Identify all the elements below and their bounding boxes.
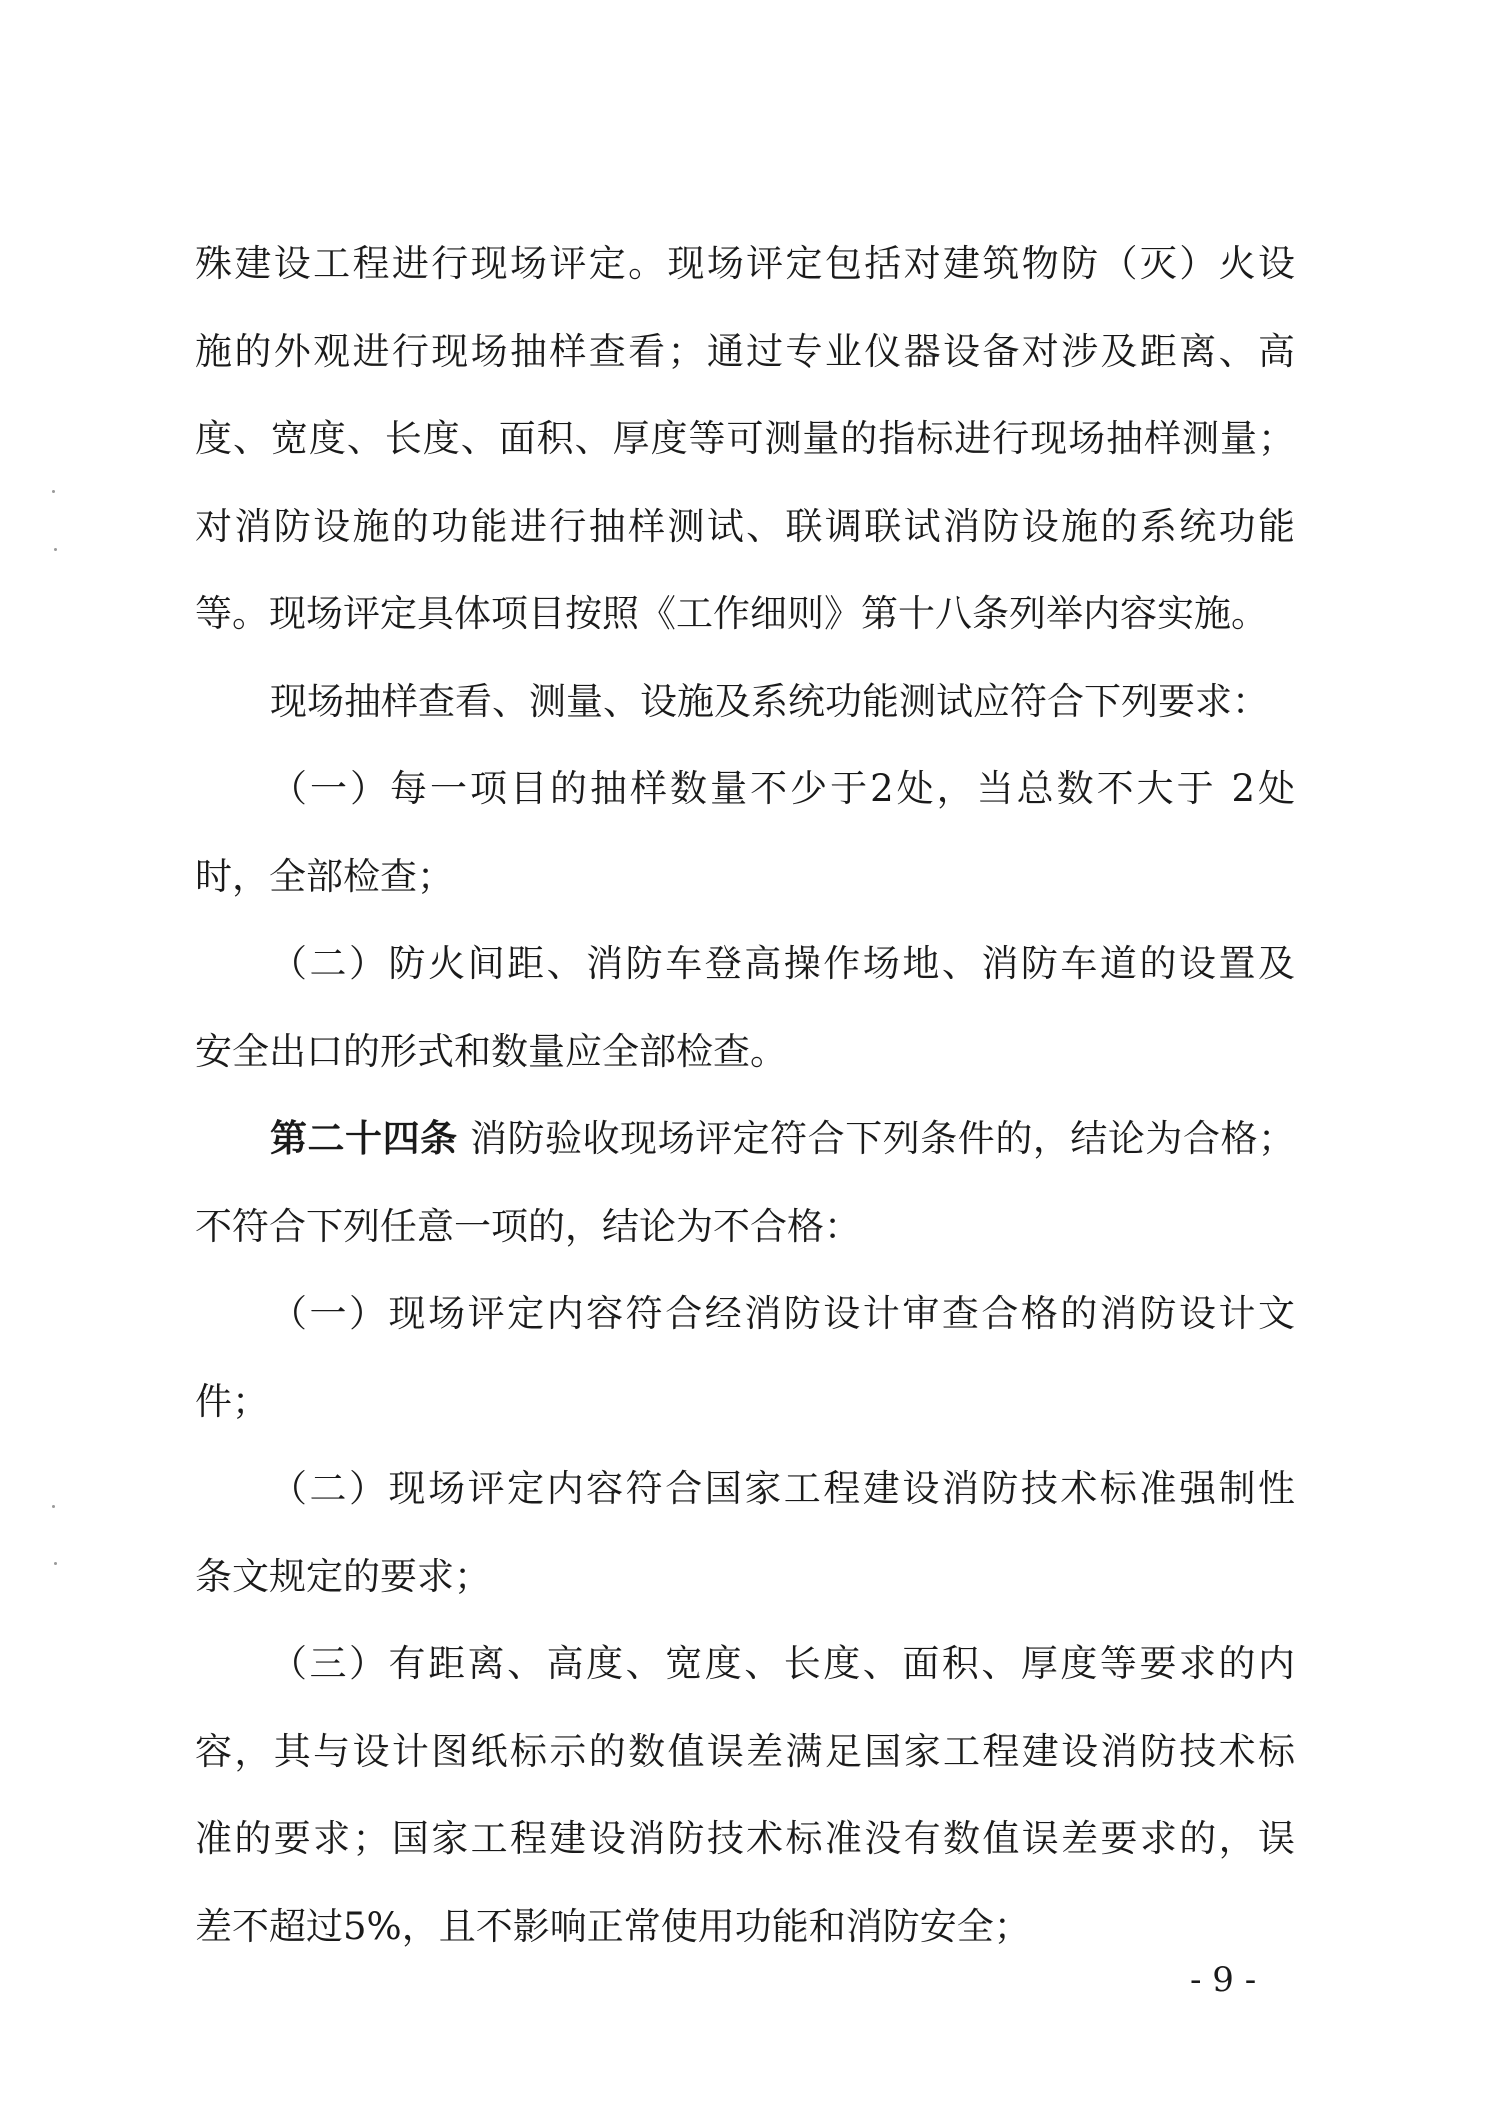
scan-speck [52,1505,55,1508]
scan-speck [52,490,55,493]
text-line: 消防验收现场评定符合下列条件的，结论为合格； [469,1117,1296,1160]
scan-speck [54,548,57,551]
text-line: 不符合下列任意一项的，结论为不合格： [195,1204,861,1248]
scan-speck [54,1562,57,1565]
text-line: 施的外观进行现场抽样查看；通过专业仪器设备对涉及距离、高 [195,329,1295,373]
text-line: 等。现场评定具体项目按照《工作细则》第十八条列举内容实施。 [195,592,1268,635]
document-body [195,244,1295,1994]
text-line: 差不超过5%，且不影响正常使用功能和消防安全； [195,1904,1031,1948]
text-line: 殊建设工程进行现场评定。现场评定包括对建筑物防（灭）火设 [195,242,1295,285]
text-line: 容，其与设计图纸标示的数值误差满足国家工程建设消防技术标 [195,1729,1295,1773]
text-line: 条文规定的要求； [195,1554,491,1598]
text-line: 准的要求；国家工程建设消防技术标准没有数值误差要求的，误 [195,1817,1295,1860]
text-line: 对消防设施的功能进行抽样测试、联调联试消防设施的系统功能 [195,504,1295,548]
article-line [195,1119,1295,1159]
text-line: 件； [195,1379,269,1423]
text-line: 现场抽样查看、测量、设施及系统功能测试应符合下列要求： [270,679,1269,723]
page-number: - 9 - [1190,1960,1257,2000]
text-line: （二）防火间距、消防车登高操作场地、消防车道的设置及 [270,942,1295,985]
text-line: （一）现场评定内容符合经消防设计审查合格的消防设计文 [270,1292,1295,1335]
text-line: （二）现场评定内容符合国家工程建设消防技术标准强制性 [270,1467,1295,1510]
text-line: （一）每一项目的抽样数量不少于2处，当总数不大于 2处 [270,767,1295,810]
article-number: 第二十四条 [270,1117,458,1160]
text-line: 度、宽度、长度、面积、厚度等可测量的指标进行现场抽样测量； [195,417,1295,460]
text-line: （三）有距离、高度、宽度、长度、面积、厚度等要求的内 [270,1642,1295,1685]
text-line: 时，全部检查； [195,854,454,898]
text-line: 安全出口的形式和数量应全部检查。 [195,1029,787,1073]
